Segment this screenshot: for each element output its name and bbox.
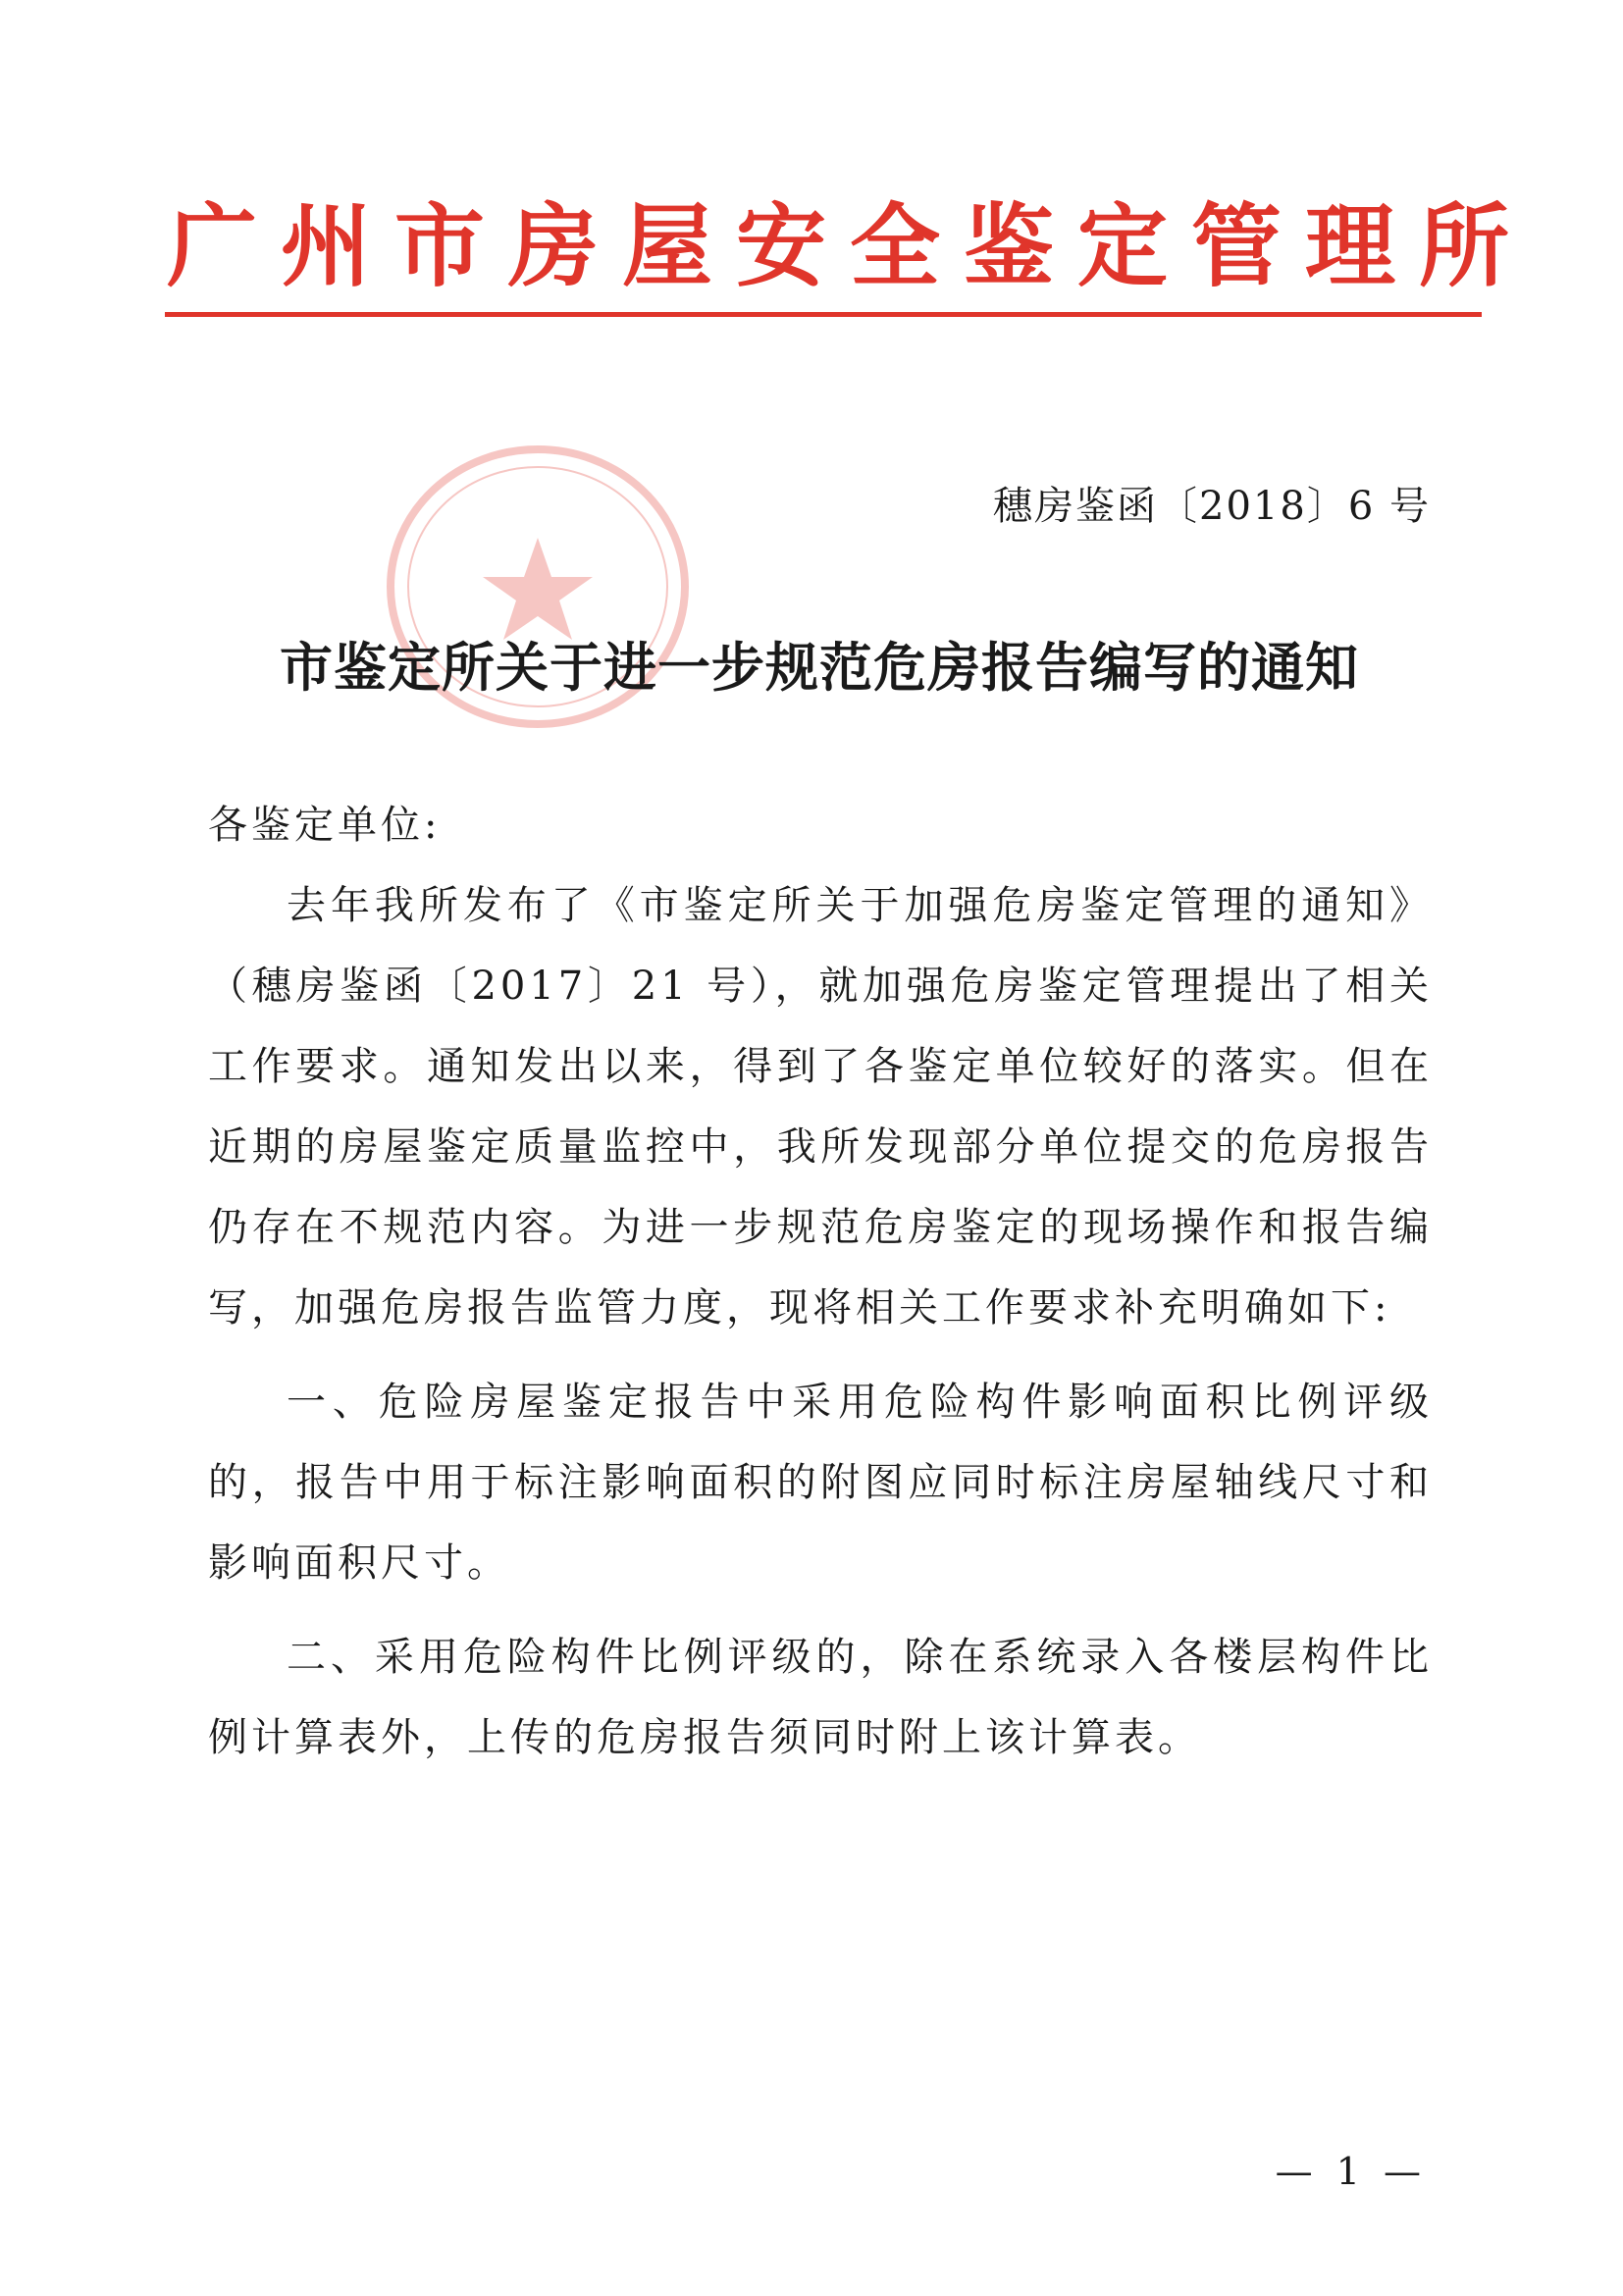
organization-letterhead: 广州市房屋安全鉴定管理所 [167,193,1534,299]
document-number: 穗房鉴函〔2018〕6 号 [993,484,1431,529]
body-paragraph: 去年我所发布了《市鉴定所关于加强危房鉴定管理的通知》（穗房鉴函〔2017〕21 号），就加强危房鉴定管理提出了相关工作要求。通知发出以来，得到了各鉴定单位较好的落实。但在近期的房屋鉴定质量监控中，我所发现部分单位提交的危房报告仍存在不规范内容。为进一步规范危房鉴定的现场操作和报告编写，加强危房报告监管力度，现将相关工作要求补充明确如下: [208,883,1433,1331]
body-paragraph: 一、危险房屋鉴定报告中采用危险构件影响面积比例评级的，报告中用于标注影响面积的附图应同时标注房屋轴线尺寸和影响面积尺寸。 [208,1380,1433,1586]
document-body [208,785,1433,1778]
salutation: 各鉴定单位: [208,803,442,848]
document-title: 市鉴定所关于进一步规范危房报告编写的通知 [280,636,1359,699]
page-number: — 1 — [1275,2150,1427,2193]
letterhead-divider [165,312,1482,317]
body-paragraph: 二、采用危险构件比例评级的，除在系统录入各楼层构件比例计算表外，上传的危房报告须同时附上该计算表。 [208,1635,1433,1760]
